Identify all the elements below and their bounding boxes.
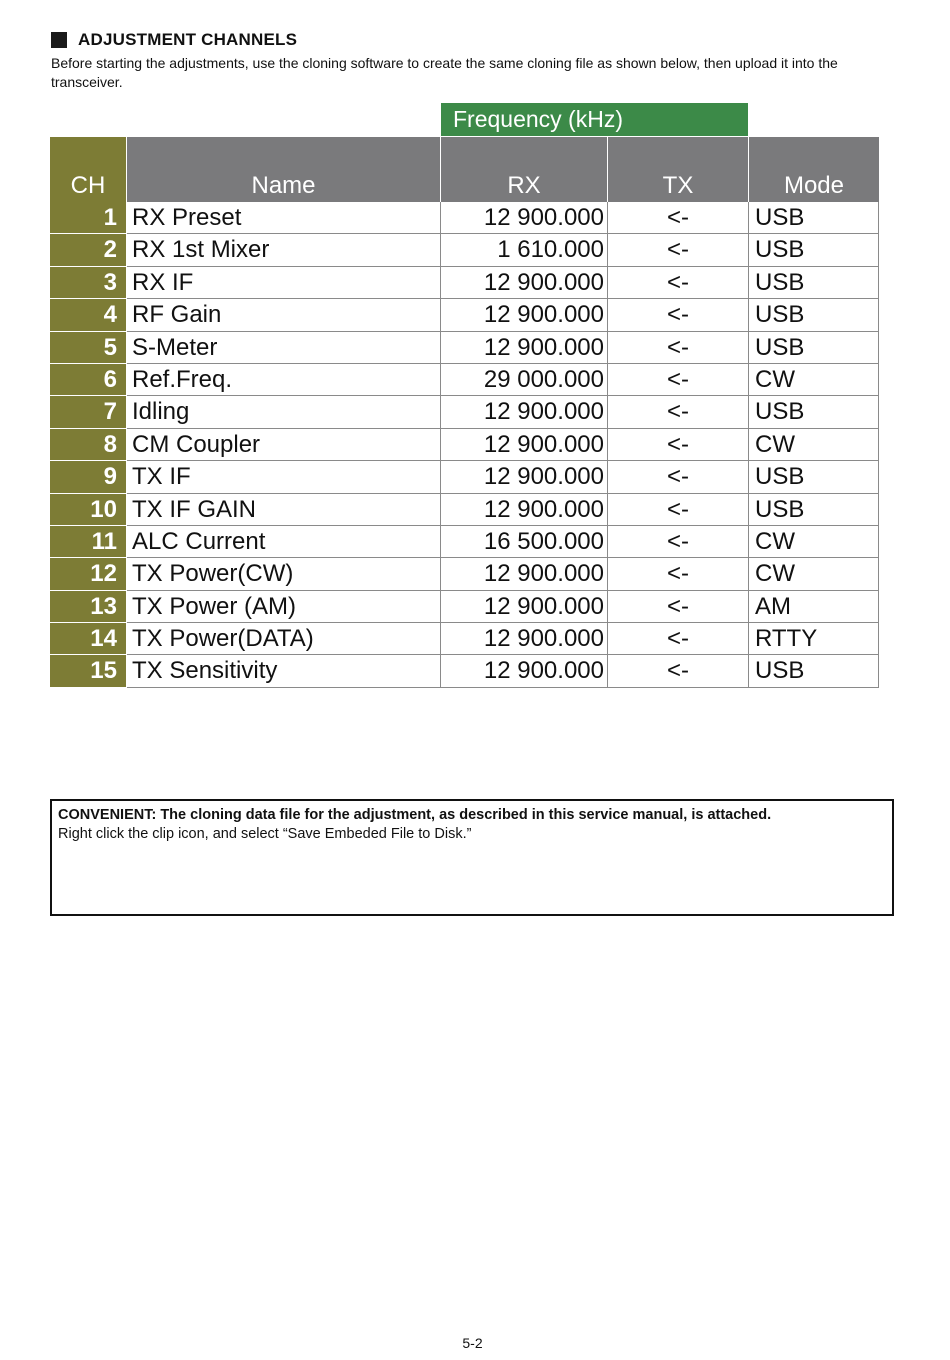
cell-name: TX Power (AM) bbox=[127, 591, 441, 623]
table-row bbox=[50, 558, 879, 590]
cell-tx: <- bbox=[608, 461, 749, 493]
convenient-note-box bbox=[50, 799, 894, 916]
cell-tx: <- bbox=[608, 526, 749, 558]
table-row bbox=[50, 267, 879, 299]
cell-mode: CW bbox=[749, 429, 879, 461]
cell-tx: <- bbox=[608, 267, 749, 299]
cell-name: TX Sensitivity bbox=[127, 655, 441, 687]
note-headline bbox=[58, 806, 886, 825]
cell-rx: 12 900.000 bbox=[441, 429, 608, 461]
cell-name: TX Power(CW) bbox=[127, 558, 441, 590]
cell-rx: 12 900.000 bbox=[441, 396, 608, 428]
cell-name: RX IF bbox=[127, 267, 441, 299]
cell-rx: 12 900.000 bbox=[441, 332, 608, 364]
header-rx: RX bbox=[441, 137, 608, 202]
cell-ch: 1 bbox=[50, 202, 127, 234]
cell-rx: 12 900.000 bbox=[441, 494, 608, 526]
cell-ch: 5 bbox=[50, 332, 127, 364]
cell-mode: USB bbox=[749, 396, 879, 428]
cell-rx: 12 900.000 bbox=[441, 461, 608, 493]
header-mode: Mode bbox=[749, 137, 879, 202]
cell-name: RF Gain bbox=[127, 299, 441, 331]
cell-mode: CW bbox=[749, 526, 879, 558]
cell-mode: USB bbox=[749, 267, 879, 299]
cell-mode: USB bbox=[749, 494, 879, 526]
table-row bbox=[50, 396, 879, 428]
table-row bbox=[50, 332, 879, 364]
header-ch: CH bbox=[50, 137, 127, 202]
cell-name: ALC Current bbox=[127, 526, 441, 558]
cell-rx: 12 900.000 bbox=[441, 202, 608, 234]
cell-name: TX IF bbox=[127, 461, 441, 493]
cell-name: Ref.Freq. bbox=[127, 364, 441, 396]
header-name: Name bbox=[127, 137, 441, 202]
cell-mode: USB bbox=[749, 299, 879, 331]
table-row bbox=[50, 234, 879, 266]
cell-name: S-Meter bbox=[127, 332, 441, 364]
cell-rx: 12 900.000 bbox=[441, 591, 608, 623]
cell-ch: 13 bbox=[50, 591, 127, 623]
cell-ch: 2 bbox=[50, 234, 127, 266]
cell-tx: <- bbox=[608, 623, 749, 655]
cell-mode: RTTY bbox=[749, 623, 879, 655]
cell-rx: 12 900.000 bbox=[441, 558, 608, 590]
cell-rx: 1 610.000 bbox=[441, 234, 608, 266]
table-row bbox=[50, 655, 879, 687]
cell-tx: <- bbox=[608, 494, 749, 526]
cell-tx: <- bbox=[608, 234, 749, 266]
cell-name: RX 1st Mixer bbox=[127, 234, 441, 266]
cell-ch: 3 bbox=[50, 267, 127, 299]
cell-tx: <- bbox=[608, 299, 749, 331]
table-row bbox=[50, 461, 879, 493]
cell-mode: USB bbox=[749, 202, 879, 234]
cell-tx: <- bbox=[608, 558, 749, 590]
table-row bbox=[50, 526, 879, 558]
cell-ch: 8 bbox=[50, 429, 127, 461]
square-bullet-icon bbox=[51, 32, 67, 48]
cell-ch: 15 bbox=[50, 655, 127, 687]
cell-rx: 12 900.000 bbox=[441, 267, 608, 299]
cell-rx: 12 900.000 bbox=[441, 655, 608, 687]
table-row bbox=[50, 364, 879, 396]
cell-tx: <- bbox=[608, 429, 749, 461]
cell-ch: 11 bbox=[50, 526, 127, 558]
table-row bbox=[50, 623, 879, 655]
cell-name: RX Preset bbox=[127, 202, 441, 234]
cell-rx: 12 900.000 bbox=[441, 623, 608, 655]
cell-ch: 4 bbox=[50, 299, 127, 331]
table-header-row bbox=[50, 137, 879, 202]
cell-name: Idling bbox=[127, 396, 441, 428]
cell-ch: 10 bbox=[50, 494, 127, 526]
table-row bbox=[50, 591, 879, 623]
cell-tx: <- bbox=[608, 202, 749, 234]
cell-tx: <- bbox=[608, 655, 749, 687]
note-instruction: Right click the clip icon, and select “Save Embeded File to Disk.” bbox=[58, 826, 472, 842]
page-number: 5-2 bbox=[462, 1335, 483, 1351]
adjustment-channels-table bbox=[50, 137, 879, 688]
table-body bbox=[50, 202, 879, 688]
section-title: ADJUSTMENT CHANNELS bbox=[78, 30, 298, 49]
cell-mode: CW bbox=[749, 364, 879, 396]
cell-ch: 7 bbox=[50, 396, 127, 428]
table-row bbox=[50, 494, 879, 526]
cell-name: TX IF GAIN bbox=[127, 494, 441, 526]
cell-name: TX Power(DATA) bbox=[127, 623, 441, 655]
cell-mode: CW bbox=[749, 558, 879, 590]
table-row bbox=[50, 429, 879, 461]
cell-tx: <- bbox=[608, 332, 749, 364]
cell-ch: 9 bbox=[50, 461, 127, 493]
cell-mode: USB bbox=[749, 234, 879, 266]
table-row bbox=[50, 299, 879, 331]
frequency-group-header: Frequency (kHz) bbox=[441, 103, 748, 136]
cell-mode: USB bbox=[749, 655, 879, 687]
intro-paragraph: Before starting the adjustments, use the cloning software to create the same cloning file as shown below, then upload it into the transceiver. bbox=[51, 55, 838, 90]
cell-mode: USB bbox=[749, 461, 879, 493]
cell-ch: 14 bbox=[50, 623, 127, 655]
cell-name: CM Coupler bbox=[127, 429, 441, 461]
header-tx: TX bbox=[608, 137, 749, 202]
cell-mode: AM bbox=[749, 591, 879, 623]
table-row bbox=[50, 202, 879, 234]
cell-mode: USB bbox=[749, 332, 879, 364]
note-bold-text: The cloning data file for the adjustment, as described in this service manual, is attached. bbox=[160, 807, 772, 823]
cell-ch: 6 bbox=[50, 364, 127, 396]
note-label: CONVENIENT: bbox=[58, 807, 161, 823]
cell-rx: 16 500.000 bbox=[441, 526, 608, 558]
cell-tx: <- bbox=[608, 591, 749, 623]
cell-tx: <- bbox=[608, 396, 749, 428]
section-heading bbox=[51, 30, 297, 50]
cell-tx: <- bbox=[608, 364, 749, 396]
cell-ch: 12 bbox=[50, 558, 127, 590]
cell-rx: 12 900.000 bbox=[441, 299, 608, 331]
cell-rx: 29 000.000 bbox=[441, 364, 608, 396]
